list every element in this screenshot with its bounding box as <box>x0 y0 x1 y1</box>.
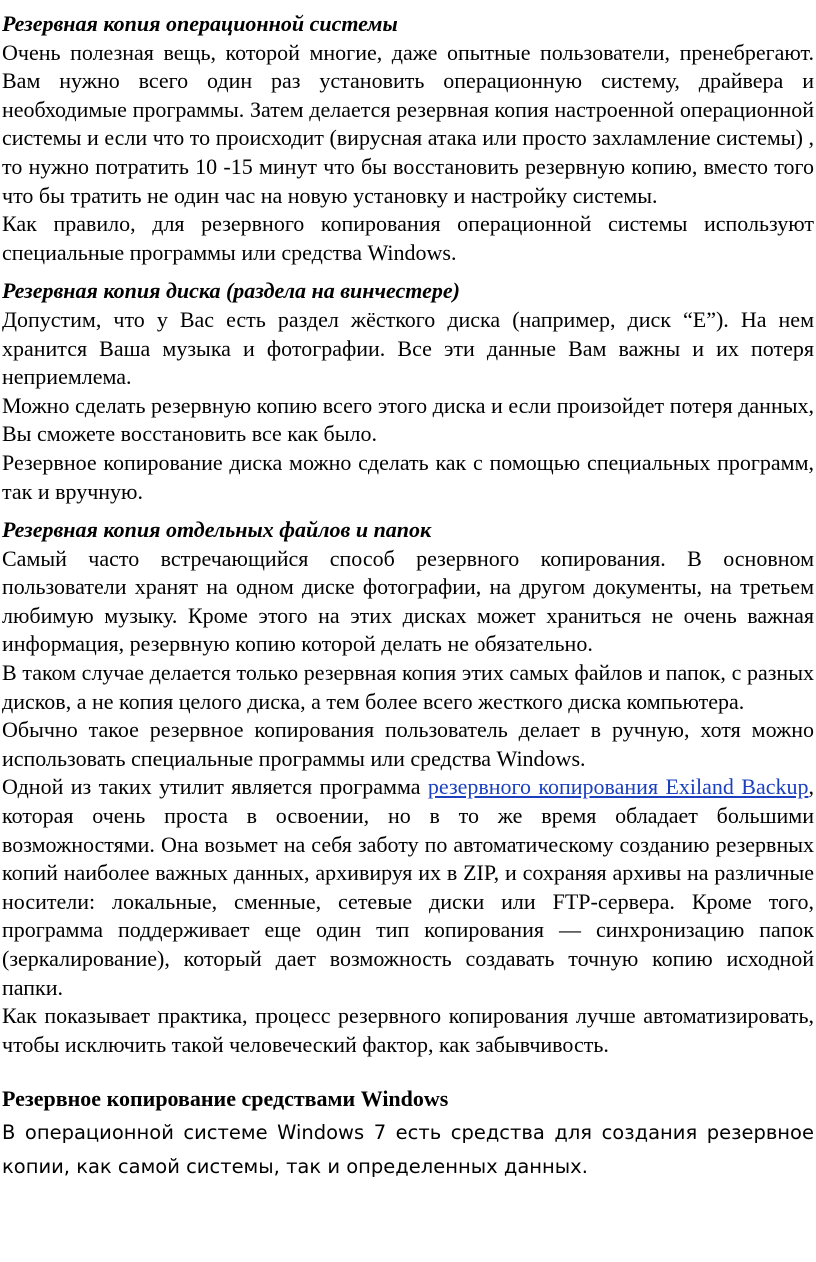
paragraph: Резервное копирование диска можно сделать как с помощью специальных программ, так и вручную. <box>2 449 814 504</box>
spacer <box>2 1059 814 1085</box>
document-page <box>2 10 814 1184</box>
paragraph-with-link <box>2 773 814 1002</box>
paragraph: В операционной системе Windows 7 есть средства для создания резервное копии, как самой системы, так и определенных данных. <box>2 1120 814 1178</box>
exiland-backup-link[interactable]: резервного копирования Exiland Backup <box>427 774 809 800</box>
section-heading-files-backup: Резервная копия отдельных файлов и папок <box>2 517 432 543</box>
spacer <box>2 267 814 277</box>
spacer <box>2 506 814 516</box>
section-heading-disk-backup: Резервная копия диска (раздела на винчестере) <box>2 278 460 304</box>
paragraph: Как показывает практика, процесс резервного копирования лучше автоматизировать, чтобы исключить такой человеческий фактор, как забывчивость. <box>2 1003 814 1057</box>
paragraph: В таком случае делается только резервная копия этих самых файлов и папок, с разных дисков, а не копия целого диска, а тем более всего жесткого диска компьютера. <box>2 660 814 714</box>
section-heading-windows-backup: Резервное копирование средствами Windows <box>2 1086 449 1112</box>
section-heading-os-backup: Резервная копия операционной системы <box>2 11 398 36</box>
paragraph-text: , которая очень проста в освоении, но в то же время обладает большими возможностями. Она возьмет на себя заботу по автоматическому созданию резервных копий наиболее важных данных, архивируя их в ZIP, и сохраняя архивы на различные носители: локальные, сменные, сетевые диски или FTP-сервера. Кроме того, программа поддерживает еще один тип копирования — синхронизацию папок (зеркалирование), который дает возможность создавать точную копию исходной папки. <box>2 774 814 1000</box>
paragraph: Можно сделать резервную копию всего этого диска и если произойдет потеря данных, Вы сможете восстановить все как было. <box>2 392 814 447</box>
paragraph: Как правило, для резервного копирования операционной системы используют специальные программы или средства Windows. <box>2 211 814 265</box>
paragraph: Очень полезная вещь, которой многие, даже опытные пользователи, пренебрегают. Вам нужно всего один раз установить операционную систему, драйвера и необходимые программы. Затем делается резервная копия настроенной операционной системы и если что то происходит (вирусная атака или просто захламление системы) , то нужно потратить 10 -15 минут что бы восстановить резервную копию, вместо того что бы тратить не один час на новую установку и настройку системы. <box>2 39 814 208</box>
paragraph-text: Одной из таких утилит является программа <box>2 774 428 800</box>
paragraph: Самый часто встречающийся способ резервного копирования. В основном пользователи хранят на одном диске фотографии, на другом документы, на третьем любимую музыку. Кроме этого на этих дисках может храниться не очень важная информация, резервную копию которой делать не обязательно. <box>2 545 814 657</box>
paragraph: Допустим, что у Вас есть раздел жёсткого диска (например, диск “E”). На нем хранится Ваша музыка и фотографии. Все эти данные Вам важны и их потеря неприемлема. <box>2 306 814 390</box>
paragraph: Обычно такое резервное копирования пользователь делает в ручную, хотя можно использовать специальные программы или средства Windows. <box>2 717 814 771</box>
